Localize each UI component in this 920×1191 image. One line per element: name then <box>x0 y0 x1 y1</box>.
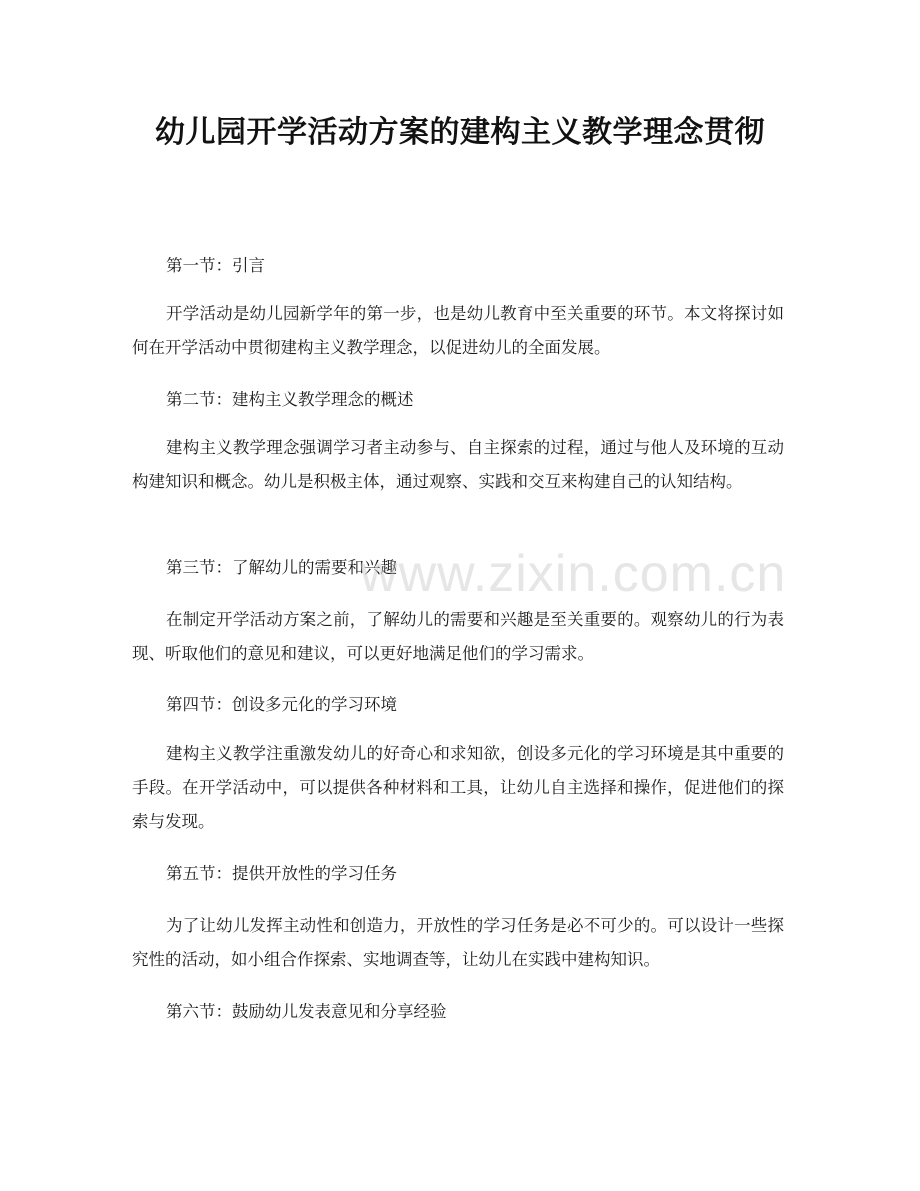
section-paragraph-2: 建构主义教学理念强调学习者主动参与、自主探索的过程，通过与他人及环境的互动构建知识和概念。幼儿是积极主体，通过观察、实践和交互来构建自己的认知结构。 <box>132 438 784 491</box>
section-paragraph-5: 为了让幼儿发挥主动性和创造力，开放性的学习任务是必不可少的。可以设计一些探究性的活动，如小组合作探索、实地调查等，让幼儿在实践中建构知识。 <box>132 916 784 969</box>
section-heading-5: 第五节：提供开放性的学习任务 <box>166 864 397 883</box>
section-heading-6: 第六节：鼓励幼儿发表意见和分享经验 <box>166 1002 447 1021</box>
section-paragraph-3: 在制定开学活动方案之前，了解幼儿的需要和兴趣是至关重要的。观察幼儿的行为表现、听取他们的意见和建议，可以更好地满足他们的学习需求。 <box>132 610 784 663</box>
document-title: 幼儿园开学活动方案的建构主义教学理念贯彻 <box>155 115 765 150</box>
section-heading-3: 第三节：了解幼儿的需要和兴趣 <box>166 558 397 577</box>
section-paragraph-4: 建构主义教学注重激发幼儿的好奇心和求知欲，创设多元化的学习环境是其中重要的手段。在开学活动中，可以提供各种材料和工具，让幼儿自主选择和操作，促进他们的探索与发现。 <box>132 744 784 831</box>
section-heading-1: 第一节：引言 <box>166 256 265 275</box>
section-paragraph-1: 开学活动是幼儿园新学年的第一步，也是幼儿教育中至关重要的环节。本文将探讨如何在开学活动中贯彻建构主义教学理念，以促进幼儿的全面发展。 <box>132 304 784 357</box>
section-heading-2: 第二节：建构主义教学理念的概述 <box>166 390 414 409</box>
section-heading-4: 第四节：创设多元化的学习环境 <box>166 695 397 714</box>
watermark: www.zixin.com.cn <box>360 545 787 603</box>
